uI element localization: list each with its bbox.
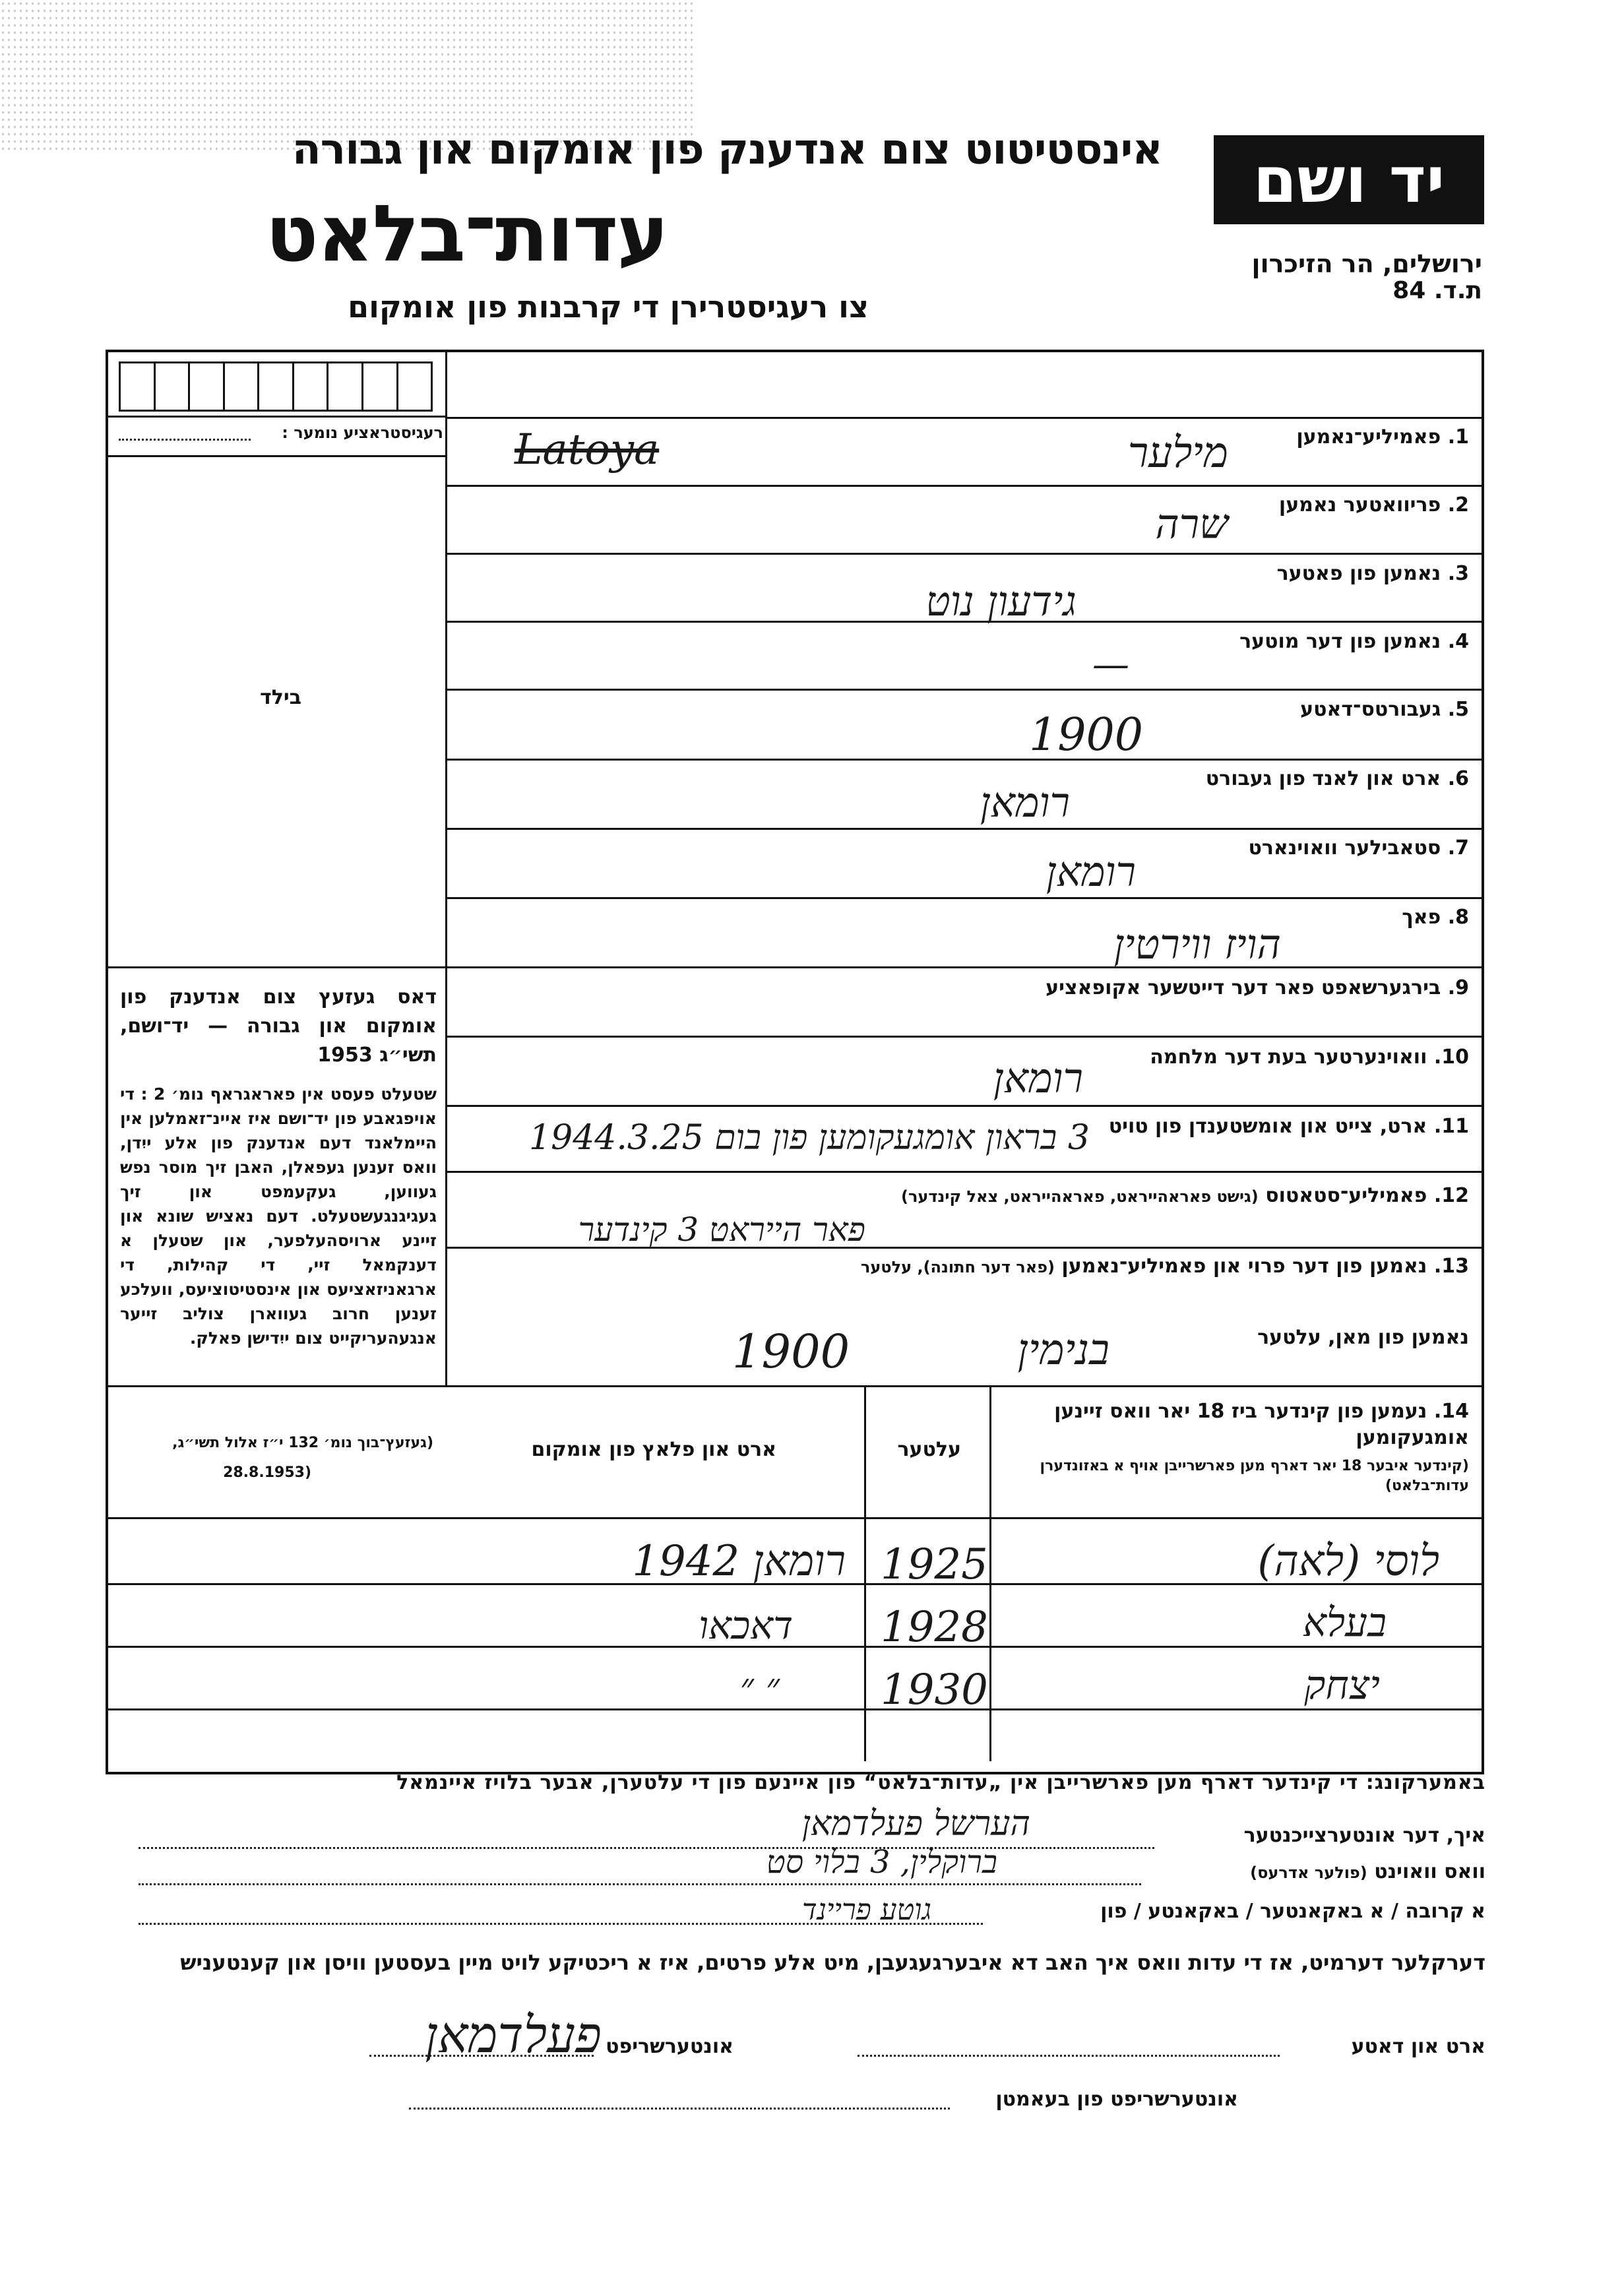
children-header-age: עלטער: [897, 1438, 961, 1461]
field-3-label: [1277, 562, 1469, 585]
child-1-age[interactable]: 1925: [881, 1540, 988, 1589]
row-rule: [445, 1171, 1484, 1173]
row-rule: [445, 1036, 1484, 1038]
photo-label: בילד: [260, 686, 301, 709]
field-6-label: [1206, 767, 1469, 790]
field-number: 8.: [1447, 906, 1469, 929]
registration-boxes: [119, 361, 433, 412]
registration-rule: [106, 416, 447, 418]
field-number: 10.: [1433, 1046, 1469, 1069]
field-13-label: [861, 1255, 1469, 1278]
field-12-value[interactable]: פאר הייראט 3 קינדער: [578, 1210, 865, 1249]
field-label: נאמען פון דער פרוי און פאמיליע־נאמען: [1061, 1255, 1427, 1278]
field-label: נאמען פון דער מוטער: [1239, 630, 1441, 653]
field-sublabel: (גישט פאראהייראט, פאראהייראט, צאל קינדער): [900, 1187, 1259, 1206]
field-10-label: [1150, 1046, 1469, 1069]
address-note: (פולער אדרעס): [1250, 1863, 1367, 1882]
field-2-label: [1279, 493, 1469, 516]
signer-line: [139, 1847, 1154, 1849]
footer-note: באמערקונג: די קינדער דארף מען פארשרייבן אין „עדות־בלאט“ פון איינעם פון די עלטערן, אבער בלויז איינמאל: [396, 1771, 1485, 1794]
photo-top-rule: [106, 455, 447, 457]
field-label: געבורטס־דאטע: [1300, 698, 1441, 721]
relation-label: א קרובה / א באקאנטער / באקאנטע / פון: [1100, 1900, 1485, 1923]
husband-name-value[interactable]: בנימין: [1017, 1326, 1109, 1375]
photo-bottom-rule: [106, 966, 447, 968]
child-1-place[interactable]: רומאן 1942: [632, 1537, 846, 1586]
place-date-label: ארט און דאטע: [1351, 2035, 1485, 2058]
field-8-value[interactable]: הויז ווירטין: [1113, 920, 1281, 968]
child-2-age[interactable]: 1928: [881, 1603, 988, 1652]
field-1-label: [1296, 425, 1469, 449]
husband-label: נאמען פון מאן, עלטער: [1257, 1326, 1469, 1349]
field-7-label: [1248, 836, 1469, 860]
children-header-label: נעמען פון קינדער ביז 18 יאר וואס זיינען אומגעקומען: [1054, 1400, 1469, 1449]
field-label: ארט, צייט און אומשטענדן פון טויט: [1108, 1115, 1427, 1138]
left-column-divider: [445, 350, 447, 1385]
signature-value[interactable]: פעלדמאן: [425, 2005, 602, 2064]
address-line-1: ירושלים, הר הזיכרון: [1251, 249, 1482, 278]
child-3-place[interactable]: ״ ״: [739, 1666, 780, 1708]
signer-value[interactable]: הערשל פעלדמאן: [801, 1804, 1030, 1844]
field-sublabel: (פאר דער חתונה), עלטער: [860, 1258, 1055, 1276]
law-paragraph: שטעלט פעסט אין פאראגראף נומ׳ 2 : די אויפגאבע פון יד־ושם איז איינ־זאמלען אין היימלאנד דעם אנדענק פון אלע ייִדן, וואס זענען געפאלן, האבן זיך מוסר נפש געווען, געקעמפט און זיך געגיגנגעשטעלט. דעם נאציש שונא און זיינע ארויסהעלפער, און שטעלן א דענקמאל זיי, די קהילות, די ארגאניזאציעס און אינסטיטוציעס, וועלכע זענען חרוב געווארן צוליב זייער אנגעהעריקייט צום ייִדישן פאלק.: [120, 1084, 437, 1348]
row-rule: [445, 966, 1484, 968]
address-label-text: וואס וואוינט: [1374, 1860, 1485, 1883]
row-rule: [445, 759, 1484, 761]
official-signature-label: אונטערשריפט פון בעאמטן: [995, 2088, 1238, 2111]
field-number: 2.: [1447, 493, 1469, 516]
field-label: פאמיליע־נאמען: [1296, 425, 1441, 449]
field-number: 6.: [1447, 767, 1469, 790]
row-rule: [445, 828, 1484, 830]
signature-label: אונטערשריפט: [606, 2035, 734, 2058]
field-number: 5.: [1447, 698, 1469, 721]
row-rule: [445, 897, 1484, 899]
law-title: דאס געזעץ צום אנדענק פון אומקום און גבורה — יד־ושם, תשי״ג 1953: [120, 986, 437, 1067]
children-row-rule: [106, 1646, 1484, 1648]
children-header-place: ארט און פלאץ פון אומקום: [531, 1438, 776, 1461]
logo: [1214, 135, 1484, 224]
row-rule: [445, 417, 1484, 419]
field-7-value[interactable]: רומאן: [1046, 848, 1136, 896]
field-number: 13.: [1433, 1255, 1469, 1278]
child-2-place[interactable]: דאכאו: [699, 1603, 793, 1648]
field-number: 11.: [1433, 1115, 1469, 1138]
field-number: 14.: [1433, 1400, 1469, 1423]
field-label: פאמיליע־סטאטוס: [1265, 1184, 1427, 1207]
law-citation: (געזעץ־בוך נומ׳ 132 י״ז אלול תשי״ג,: [172, 1435, 433, 1451]
field-5-value[interactable]: 1900: [1029, 709, 1144, 761]
registration-field[interactable]: [119, 439, 251, 441]
field-3-value[interactable]: גידעון נוט: [925, 577, 1077, 625]
children-row-rule: [106, 1708, 1484, 1710]
field-label: סטאבילער וואוינארט: [1248, 836, 1441, 860]
row-rule: [445, 485, 1484, 487]
children-header-note: (קינדער איבער 18 יאר דארף מען פארשרייבן אויף א באזונדערן עדות־בלאט): [1040, 1458, 1469, 1494]
field-number: 12.: [1433, 1184, 1469, 1207]
row-rule: [106, 1385, 1484, 1387]
children-header-rule: [106, 1517, 1484, 1519]
address-label: [1250, 1860, 1485, 1883]
field-1-extra[interactable]: Latoya: [515, 425, 660, 474]
field-4-value[interactable]: —: [1092, 643, 1129, 686]
child-3-name[interactable]: יצחק: [1304, 1662, 1380, 1708]
children-col-divider-1: [864, 1385, 866, 1761]
field-label: ארט און לאנד פון געבורט: [1205, 767, 1441, 790]
field-5-label: [1300, 698, 1469, 721]
field-8-label: [1402, 906, 1469, 929]
field-10-value[interactable]: רומאן: [993, 1054, 1083, 1102]
signer-label: איך, דער אונטערצייכנטער: [1243, 1824, 1485, 1847]
field-11-label: [1109, 1115, 1469, 1138]
field-9-label: [1046, 976, 1469, 999]
child-2-name[interactable]: בעלא: [1303, 1600, 1387, 1646]
field-number: 7.: [1447, 836, 1469, 860]
husband-age-value[interactable]: 1900: [732, 1325, 850, 1379]
address-value[interactable]: ברוקלין, 3 בלוי סט: [766, 1844, 997, 1881]
relation-value[interactable]: גוטע פריינד: [801, 1893, 931, 1927]
row-rule: [445, 689, 1484, 691]
place-date-line[interactable]: [858, 2055, 1280, 2057]
field-label: וואוינערטער בעת דער מלחמה: [1150, 1046, 1427, 1069]
registration-label: רעגיסטראציע נומער :: [282, 423, 443, 442]
form-subtitle: צו רעגיסטרירן די קרבנות פון אומקום: [348, 289, 869, 325]
children-col-divider-2: [989, 1385, 991, 1761]
child-3-age[interactable]: 1930: [881, 1666, 988, 1714]
field-label: פאך: [1402, 906, 1441, 929]
field-number: 9.: [1447, 976, 1469, 999]
field-12-label: [901, 1184, 1469, 1207]
official-signature-line[interactable]: [409, 2108, 950, 2110]
row-rule: [445, 1105, 1484, 1107]
field-1-value[interactable]: מילער: [1127, 429, 1228, 478]
declaration-text: דערקלער דערמיט, אז די עדות וואס איך האב דא איבערגעגעבן, מיט אלע פרטים, איז א ריכטיקע לויט מיין בעסטען וויסן און קענטעניש: [180, 1950, 1485, 1975]
field-6-value[interactable]: רומאן: [980, 778, 1070, 827]
field-number: 4.: [1447, 630, 1469, 653]
form-title: עדות־בלאט: [265, 188, 668, 279]
field-4-label: [1239, 630, 1469, 653]
page-title: אינסטיטוט צום אנדענק פון אומקום און גבורה: [292, 125, 1162, 174]
row-rule: [445, 553, 1484, 555]
field-number: 1.: [1447, 425, 1469, 449]
field-number: 3.: [1447, 562, 1469, 585]
law-date: (28.8.1953: [223, 1464, 311, 1481]
address-line-2: ת.ד. 84: [1392, 277, 1482, 304]
field-label: בירגערשאפט פאר דער דייטשער אקופאציע: [1046, 976, 1441, 999]
logo-text: יד ושם: [1253, 142, 1445, 217]
field-label: פריוואטער נאמען: [1278, 493, 1441, 516]
child-1-name[interactable]: לוסי (לאה): [1257, 1537, 1439, 1586]
address-line: [139, 1883, 1141, 1885]
field-11-value[interactable]: 3 בראון אומגעקומען פון בום 1944.3.25: [529, 1118, 1090, 1158]
field-2-value[interactable]: שרה: [1155, 500, 1228, 548]
field-label: נאמען פון פאטער: [1276, 562, 1441, 585]
children-header-names: [1007, 1398, 1469, 1451]
